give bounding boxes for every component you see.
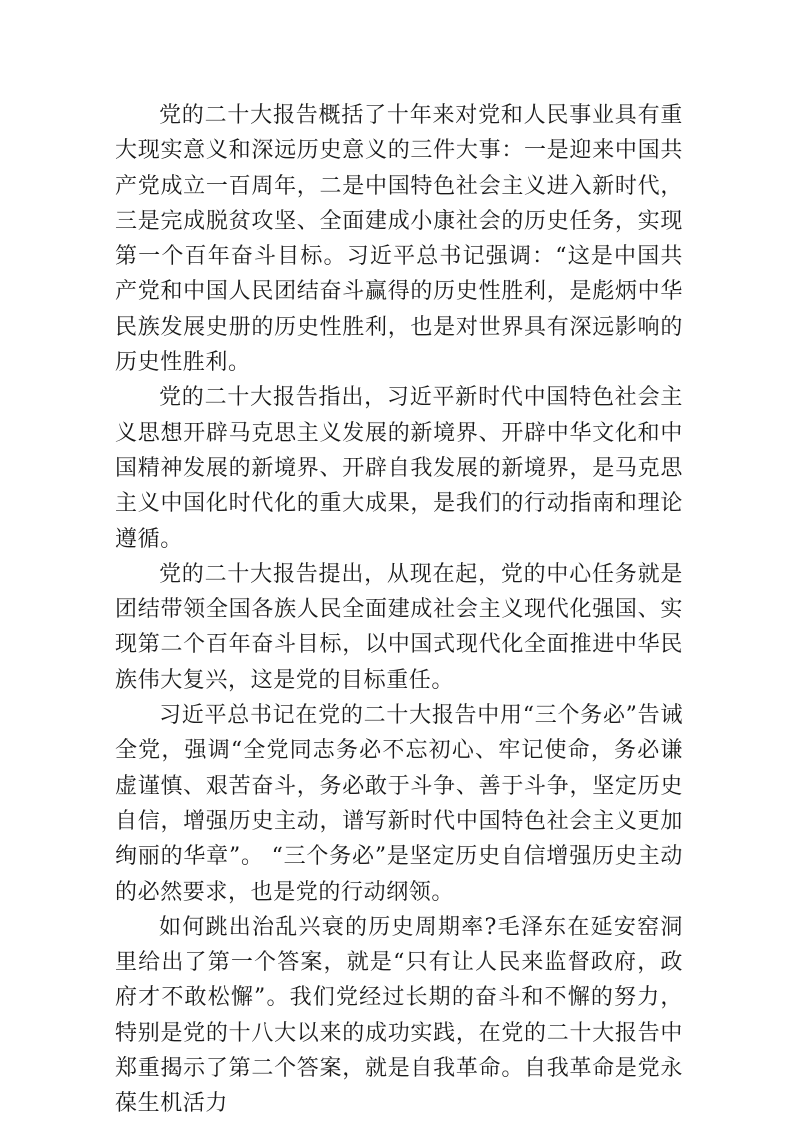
paragraph-1: 党的二十大报告概括了十年来对党和人民事业具有重大现实意义和深远历史意义的三件大事：一是迎来中国共产党成立一百周年，二是中国特色社会主义进入新时代，三是完成脱贫攻坚、全面建成小康社会的历史任务，实现第一个百年奋斗目标。习近平总书记强调：“这是中国共产党和中国人民团结奋斗赢得的历史性胜利，是彪炳中华民族发展史册的历史性胜利，也是对世界具有深远影响的历史性胜利。 bbox=[115, 103, 683, 376]
paragraph-5: 如何跳出治乱兴衰的历史周期率?毛泽东在延安窑洞里给出了第一个答案，就是“只有让人民来监督政府，政府才不敢松懈”。我们党经过长期的奋斗和不懈的努力，特别是党的十八大以来的成功实践，在党的二十大报告中郑重揭示了第二个答案，就是自我革命。自我革命是党永葆生机活力 bbox=[115, 914, 683, 1117]
paragraph-2: 党的二十大报告指出，习近平新时代中国特色社会主义思想开辟马克思主义发展的新境界、开辟中华文化和中国精神发展的新境界、开辟自我发展的新境界，是马克思主义中国化时代化的重大成果，是我们的行动指南和理论遵循。 bbox=[115, 385, 683, 552]
document-body bbox=[115, 98, 683, 1122]
paragraph-3: 党的二十大报告提出，从现在起，党的中心任务就是团结带领全国各族人民全面建成社会主义现代化强国、实现第二个百年奋斗目标，以中国式现代化全面推进中华民族伟大复兴，这是党的目标重任。 bbox=[115, 561, 683, 693]
paragraph-4: 习近平总书记在党的二十大报告中用“三个务必”告诫全党，强调“全党同志务必不忘初心、牢记使命，务必谦虚谨慎、艰苦奋斗，务必敢于斗争、善于斗争，坚定历史自信，增强历史主动，谱写新时代中国特色社会主义更加绚丽的华章”。 “三个务必”是坚定历史自信增强历史主动的必然要求，也是党的行动纲领。 bbox=[115, 703, 683, 905]
